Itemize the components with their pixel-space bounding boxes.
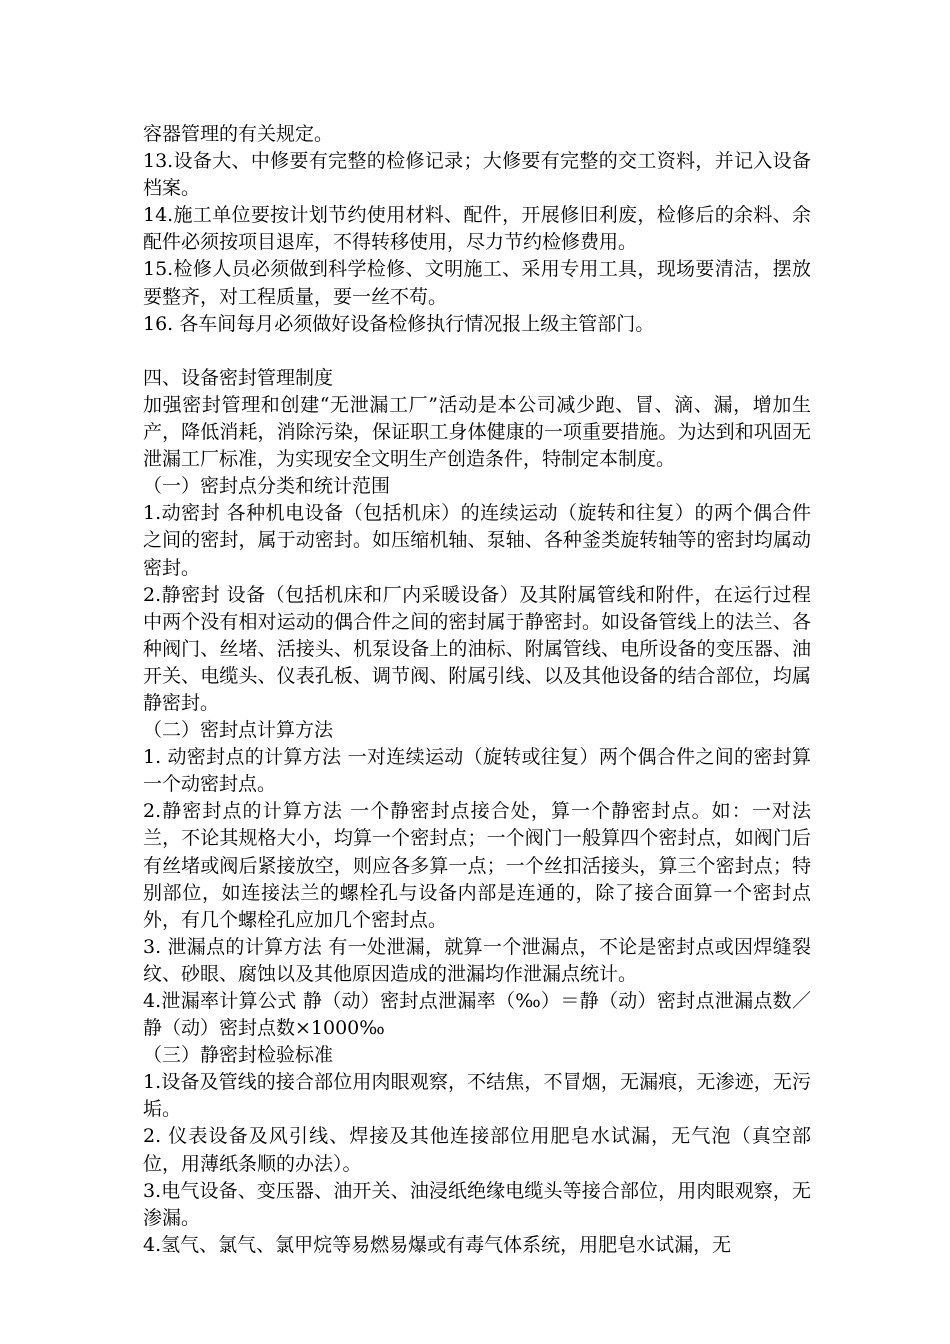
rule-13: 13.设备大、中修要有完整的检修记录；大修要有完整的交工资料，并记入设备档案。 (143, 150, 811, 200)
subsection-3-item: 4.氢气、氯气、氯甲烷等易燃易爆或有毒气体系统，用肥皂水试漏，无 (143, 1233, 732, 1256)
subsection-3-item: 1.设备及管线的接合部位用肉眼观察，不结焦，不冒烟，无漏痕，无渗迹，无污垢。 (143, 1071, 811, 1121)
section-title: 四、设备密封管理制度 (143, 366, 334, 389)
section-intro: 加强密封管理和创建“无泄漏工厂”活动是本公司减少跑、冒、滴、漏，增加生产，降低消耗，消除污染，保证职工身体健康的一项重要措施。为达到和巩固无泄漏工厂标准，为实现安全文明生产创造条件，特制定本制度。 (143, 393, 811, 471)
blank-line (143, 338, 811, 365)
rule-15: 15.检修人员必须做到科学检修、文明施工、采用专用工具，现场要清洁，摆放要整齐，对工程质量，要一丝不苟。 (143, 258, 811, 308)
subsection-2-item: 4.泄漏率计算公式 静（动）密封点泄漏率（‰）＝静（动）密封点泄漏点数／静（动）密封点数×1000‰ (143, 990, 811, 1040)
subsection-1-title: （一）密封点分类和统计范围 (143, 475, 391, 498)
subsection-2-item: 3. 泄漏点的计算方法 有一处泄漏，就算一个泄漏点，不论是密封点或因焊缝裂纹、砂眼、腐蚀以及其他原因造成的泄漏均作泄漏点统计。 (143, 935, 811, 985)
subsection-2-item: 2.静密封点的计算方法 一个静密封点接合处，算一个静密封点。如：一对法兰，不论其规格大小，均算一个密封点；一个阀门一般算四个密封点，如阀门后有丝堵或阀后紧接放空，则应各多算一点；一个丝扣活接头，算三个密封点；特别部位，如连接法兰的螺栓孔与设备内部是连通的，除了接合面算一个密封点外，有几个螺栓孔应加几个密封点。 (143, 800, 811, 931)
subsection-1-item: 2.静密封 设备（包括机床和厂内采暖设备）及其附属管线和附件，在运行过程中两个没有相对运动的偶合件之间的密封属于静密封。如设备管线上的法兰、各种阀门、丝堵、活接头、机泵设备上的油标、附属管线、电所设备的变压器、油开关、电缆头、仪表孔板、调节阀、附属引线、以及其他设备的结合部位，均属静密封。 (143, 583, 811, 714)
rule-16: 16. 各车间每月必须做好设备检修执行情况报上级主管部门。 (143, 312, 655, 335)
rule-14: 14.施工单位要按计划节约使用材料、配件，开展修旧利废，检修后的余料、余配件必须按项目退库，不得转移使用，尽力节约检修费用。 (143, 204, 811, 254)
paragraph-continuation: 容器管理的有关规定。 (143, 123, 334, 145)
subsection-2-item: 1. 动密封点的计算方法 一对连续运动（旋转或往复）两个偶合件之间的密封算一个动密封点。 (143, 746, 811, 796)
subsection-3-title: （三）静密封检验标准 (143, 1044, 334, 1067)
subsection-3-item: 2. 仪表设备及风引线、焊接及其他连接部位用肥皂水试漏，无气泡（真空部位，用薄纸条顺的办法）。 (143, 1125, 811, 1175)
subsection-1-item: 1.动密封 各种机电设备（包括机床）的连续运动（旋转和往复）的两个偶合件之间的密封，属于动密封。如压缩机轴、泵轴、各种釜类旋转轴等的密封均属动密封。 (143, 502, 811, 579)
subsection-3-item: 3.电气设备、变压器、油开关、油浸纸绝缘电缆头等接合部位，用肉眼观察，无渗漏。 (143, 1179, 811, 1229)
subsection-2-title: （二）密封点计算方法 (143, 719, 334, 742)
document-page (143, 121, 811, 1259)
